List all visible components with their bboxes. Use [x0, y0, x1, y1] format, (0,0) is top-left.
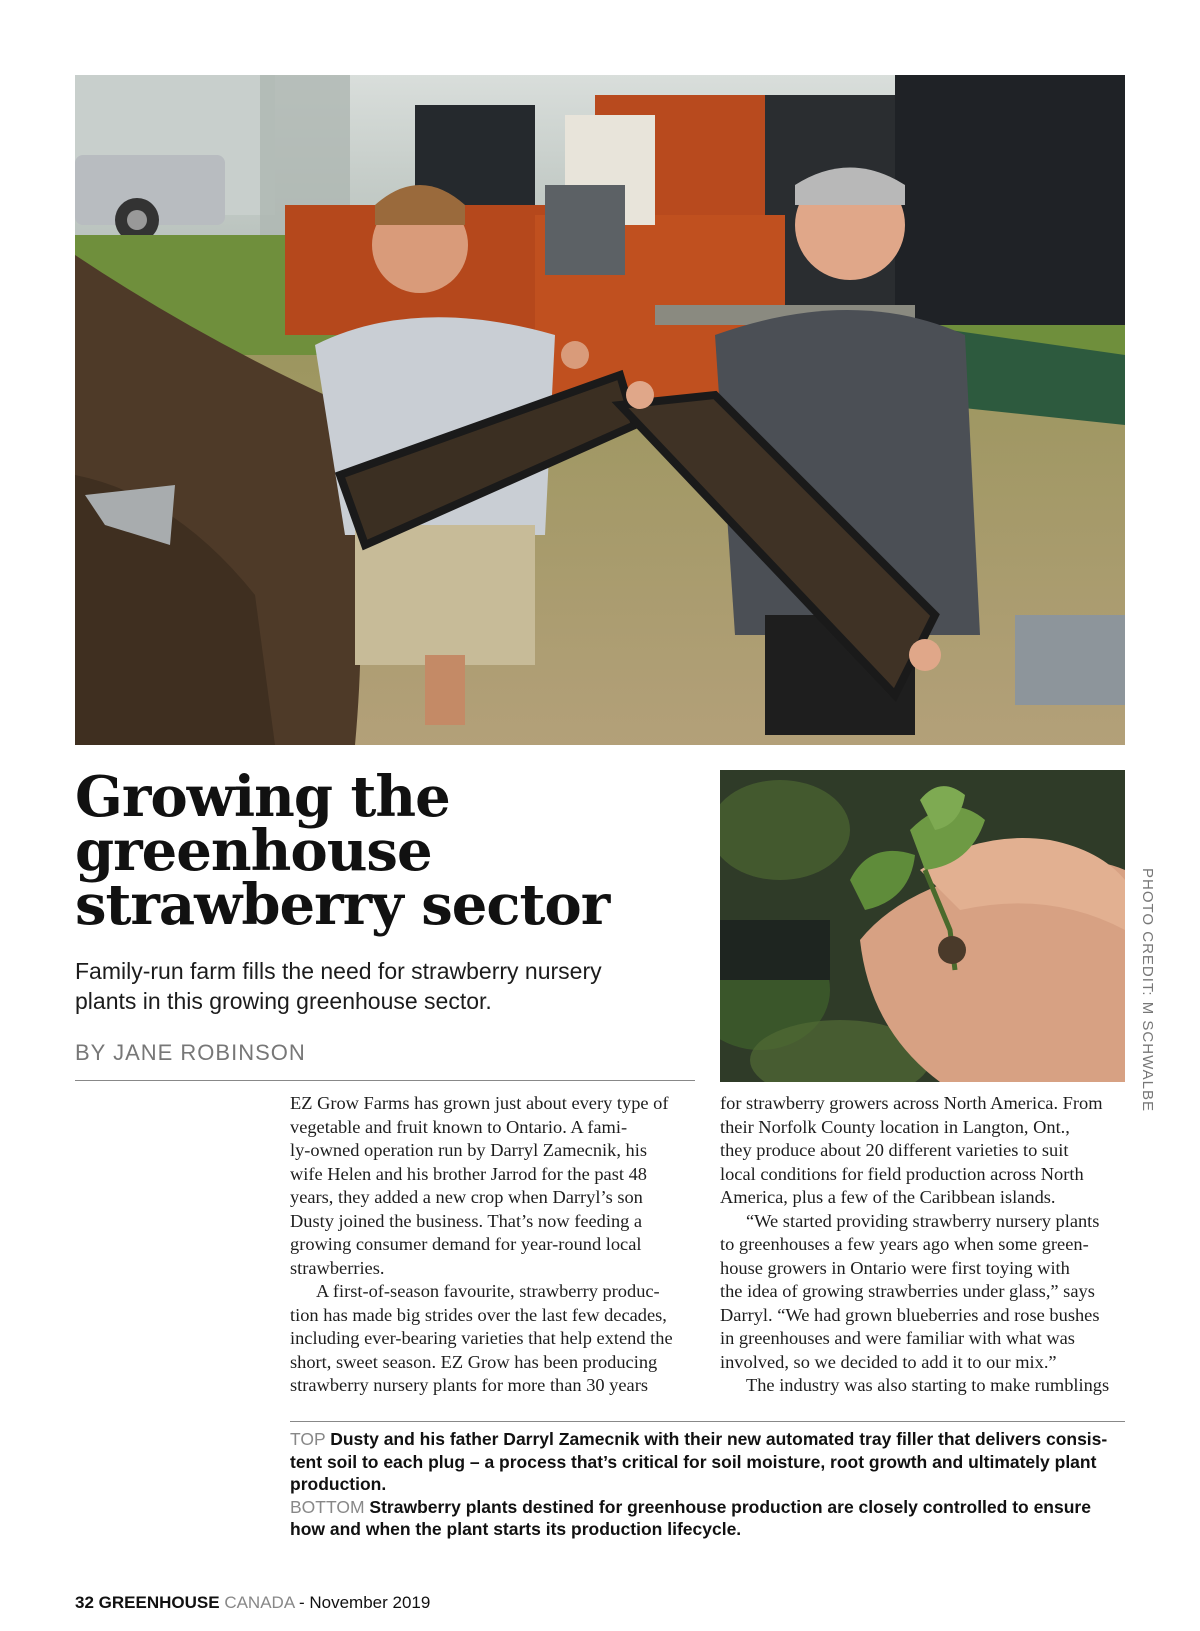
text-line: wife Helen and his brother Jarrod for the past 48	[290, 1163, 647, 1184]
divider	[75, 1080, 695, 1081]
photo-men-with-trays-icon	[75, 75, 1125, 745]
paragraph	[290, 1280, 700, 1398]
caption-text: tent soil to each plug – a process that’s critical for soil moisture, root growth and ultimately plant	[290, 1451, 1097, 1472]
text-line: Dusty joined the business. That’s now feeding a	[290, 1210, 643, 1231]
deck-subtitle	[75, 956, 675, 1016]
text-line: strawberry nursery plants for more than 30 years	[290, 1375, 648, 1395]
text-line: tion has made big strides over the last few decades,	[290, 1304, 667, 1325]
headline-line: strawberry sector	[75, 872, 610, 938]
photo-captions	[290, 1428, 1125, 1541]
text-line: America, plus a few of the Caribbean islands.	[720, 1187, 1056, 1207]
photo-hands-strawberry-plant-icon	[720, 770, 1125, 1082]
text-line: The industry was also starting to make rumblings	[746, 1375, 1110, 1395]
magazine-name: GREENHOUSE	[98, 1593, 220, 1612]
paragraph	[720, 1374, 1130, 1398]
paragraph	[720, 1092, 1130, 1210]
divider	[290, 1421, 1125, 1422]
text-line: EZ Grow Farms has grown just about every type of	[290, 1093, 669, 1113]
text-line: to greenhouses a few years ago when some green-	[720, 1234, 1089, 1254]
text-line: involved, so we decided to add it to our mix.”	[720, 1351, 1057, 1372]
text-line: “We started providing strawberry nursery plants	[746, 1210, 1100, 1231]
text-line: growing consumer demand for year-round local	[290, 1234, 642, 1254]
text-line: they produce about 20 different varieties to suit	[720, 1140, 1069, 1160]
caption-top	[290, 1428, 1125, 1496]
text-line: for strawberry growers across North America. From	[720, 1093, 1103, 1113]
deck-line: plants in this growing greenhouse sector.	[75, 988, 492, 1014]
caption-text: Strawberry plants destined for greenhouse production are closely controlled to ensure	[369, 1496, 1091, 1517]
page-number: 32	[75, 1593, 94, 1612]
text-line: local conditions for field production across North	[720, 1163, 1084, 1184]
text-line: Darryl. “We had grown blueberries and rose bushes	[720, 1304, 1100, 1325]
text-line: strawberries.	[290, 1257, 385, 1278]
deck-line: Family-run farm fills the need for strawberry nursery	[75, 958, 602, 984]
text-line: ly-owned operation run by Darryl Zamecnik, his	[290, 1140, 647, 1160]
page-footer	[75, 1593, 430, 1613]
text-line: their Norfolk County location in Langton, Ont.,	[720, 1116, 1070, 1137]
headline	[75, 764, 695, 938]
text-line: years, they added a new crop when Darryl’s son	[290, 1187, 643, 1207]
text-line: the idea of growing strawberries under glass,” says	[720, 1281, 1095, 1301]
magazine-name-light: CANADA	[224, 1593, 295, 1612]
caption-tag: BOTTOM	[290, 1496, 365, 1517]
text-line: short, sweet season. EZ Grow has been producing	[290, 1351, 658, 1372]
top-photo	[75, 75, 1125, 745]
caption-text: Dusty and his father Darryl Zamecnik with their new automated tray filler that delivers consis-	[330, 1429, 1108, 1449]
issue-date: - November 2019	[298, 1593, 431, 1612]
headline-line: Growing the	[75, 764, 450, 830]
text-line: A first-of-season favourite, strawberry produc-	[316, 1281, 660, 1301]
byline: BY JANE ROBINSON	[75, 1040, 306, 1065]
photo-credit: PHOTO CREDIT: M SCHWALBE	[1139, 868, 1156, 1113]
text-line: in greenhouses and were familiar with what was	[720, 1328, 1075, 1348]
body-column-2	[720, 1092, 1130, 1398]
text-line: including ever-bearing varieties that help extend the	[290, 1328, 673, 1348]
headline-line: greenhouse	[75, 818, 432, 884]
paragraph	[720, 1210, 1130, 1375]
body-column-1	[290, 1092, 700, 1398]
caption-text: production.	[290, 1474, 387, 1494]
caption-text: how and when the plant starts its production lifecycle.	[290, 1519, 742, 1539]
caption-bottom	[290, 1496, 1125, 1541]
caption-tag: TOP	[290, 1429, 326, 1449]
side-photo	[720, 770, 1125, 1082]
text-line: house growers in Ontario were first toying with	[720, 1257, 1070, 1278]
text-line: vegetable and fruit known to Ontario. A fami-	[290, 1116, 628, 1137]
paragraph	[290, 1092, 700, 1280]
